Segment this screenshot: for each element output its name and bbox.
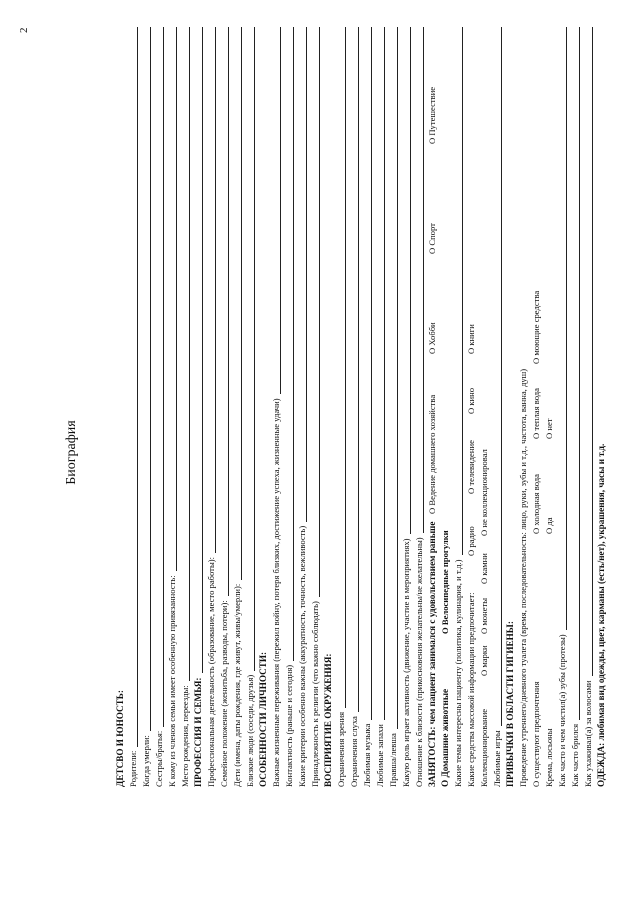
page-number: 2 — [18, 27, 30, 33]
form-row — [309, 27, 322, 787]
field-label: Как ухаживал(а) за волосами — [583, 676, 593, 787]
checkbox-option[interactable]: О не коллекционировал — [478, 446, 491, 539]
section-heading: О Домашние животные — [440, 685, 450, 787]
field-label: Какие темы интересны пациенту (политика, кулинария, и т.д.) — [453, 556, 463, 788]
checkbox-option[interactable]: О телевидение — [465, 437, 478, 497]
form-row — [218, 27, 231, 787]
form-row — [556, 27, 569, 787]
field-label: Любимые запахи — [375, 720, 385, 787]
field-label: Крема, лосьоны — [544, 724, 554, 787]
form-row — [296, 27, 309, 787]
checkbox-option[interactable]: О кино — [465, 385, 478, 417]
checkbox-option[interactable]: О камни — [478, 550, 491, 587]
checkbox-option[interactable]: О Хобби — [426, 319, 439, 357]
form-row — [179, 27, 192, 787]
section-heading: ОДЕЖДА: любимая вид одежды, цвет, карманы (есть/нет), украшения, часы и т.д. — [596, 440, 606, 787]
checkbox-option[interactable]: О моющие средства — [530, 288, 543, 367]
field-label: Место рождения, переезды: — [180, 681, 190, 787]
answer-line[interactable] — [189, 27, 190, 787]
answer-line[interactable] — [150, 27, 151, 787]
checkbox-option[interactable]: О теплая вода — [530, 385, 543, 442]
checkbox-option[interactable]: О Спорт — [426, 220, 439, 257]
field-label: Контактность (раньше и сегодня) — [284, 661, 294, 787]
field-label: Как часто и чем чистил(а) зубы (протезы) — [557, 630, 567, 787]
checkbox-option[interactable]: О книги — [465, 321, 478, 357]
field-label: Проведение утреннего/дневного туалета (время, последовательность: лицо, руки, зубы и т.д., частота, ванна, душ) — [518, 365, 528, 787]
answer-line[interactable] — [345, 27, 346, 787]
field-label: Важные жизненные переживания (пережил войну, потеря близких, достижение успеха, жизненные удачи) — [271, 394, 281, 787]
form-row — [205, 27, 218, 787]
form-row — [192, 27, 205, 787]
section-heading: ПРИВЫЧКИ В ОБЛАСТИ ГИГИЕНЫ: — [505, 617, 515, 787]
field-label: Близкие люди (соседи, друзья) — [245, 671, 255, 787]
answer-line[interactable] — [579, 27, 580, 787]
answer-line[interactable] — [137, 27, 138, 787]
answer-line[interactable] — [163, 27, 164, 787]
answer-line[interactable] — [371, 27, 372, 787]
form-row — [114, 27, 127, 787]
page-title: Биография — [64, 420, 79, 485]
field-label: Ограничения зрения — [336, 708, 346, 787]
section-heading: ДЕТСВО И ЮНОСТЬ: — [115, 686, 125, 787]
checkbox-option[interactable]: О нет — [543, 415, 556, 442]
field-label: Какие средства массовой информации предпочитает: — [466, 588, 476, 787]
field-label: Коллекционирование — [479, 705, 489, 787]
form-row — [504, 27, 517, 787]
section-heading: ВОСПРИЯТИЕ ОКРУЖЕНИЯ: — [323, 650, 333, 787]
checkbox-option[interactable]: О Велосипедные прогулки — [439, 527, 452, 637]
form-row — [478, 27, 491, 787]
form-row — [426, 27, 439, 787]
checkbox-option[interactable]: О Путешествие — [426, 84, 439, 147]
form-row — [231, 27, 244, 787]
checkbox-option[interactable]: О радио — [465, 523, 478, 559]
form-row — [517, 27, 530, 787]
form-row — [465, 27, 478, 787]
form-row — [140, 27, 153, 787]
field-label: Какую роль играет активность (движение, участие в мероприятиях) — [401, 534, 411, 787]
field-label: О существуют предпочтения — [531, 677, 541, 787]
form-row — [491, 27, 504, 787]
section-heading: ЗАНЯТОСТЬ: чем пациент занимался с удовольствием раньше — [427, 518, 437, 787]
field-label: Когда умерли: — [141, 731, 151, 787]
field-label: Родители: — [128, 747, 138, 787]
field-label: Семейное положение (женитьба, разводы, потери): — [219, 596, 229, 787]
form-row — [452, 27, 465, 787]
form-row — [569, 27, 582, 787]
form-row — [335, 27, 348, 787]
field-label: Принадлежность к религии (что важно соблюдать) — [310, 597, 320, 787]
section-heading: ОСОБЕННОСТИ ЛИЧНОСТИ: — [258, 648, 268, 787]
checkbox-option[interactable]: О холодная вода — [530, 471, 543, 537]
answer-line[interactable] — [397, 27, 398, 787]
field-label: Как часто брился — [570, 720, 580, 787]
field-label: Профессиональная деятельность (образование, место работы): — [206, 553, 216, 787]
checkbox-option[interactable]: О Ведение домашнего хозяйства — [426, 392, 439, 517]
form-row — [257, 27, 270, 787]
checkbox-option[interactable]: О монеты — [478, 595, 491, 637]
answer-line[interactable] — [501, 27, 502, 787]
field-label: Сестры/братья: — [154, 727, 164, 787]
field-label: Любимые игры — [492, 726, 502, 787]
form-row — [582, 27, 595, 787]
form-row — [153, 27, 166, 787]
field-label: Правша/левша — [388, 729, 398, 787]
form-row — [400, 27, 413, 787]
field-label: Какие критерии особенно важны (аккуратность, точность, вежливость) — [297, 522, 307, 787]
form-row — [244, 27, 257, 787]
form-row — [374, 27, 387, 787]
answer-line[interactable] — [358, 27, 359, 787]
checkbox-option[interactable]: О да — [543, 514, 556, 537]
answer-line[interactable] — [592, 27, 593, 787]
field-label: Любимая музыка — [362, 720, 372, 787]
field-label: Ограничения слуха — [349, 712, 359, 787]
biography-form — [114, 27, 608, 787]
form-row — [543, 27, 556, 787]
checkbox-option[interactable]: О марки — [478, 642, 491, 679]
field-label: Отношение к близости (прикосновения желательны/не желательны) — [414, 533, 424, 787]
field-label: К кому из членов семьи имеет особенную привязанность: — [167, 571, 177, 787]
form-row — [348, 27, 361, 787]
form-row — [361, 27, 374, 787]
section-heading: ПРОФЕССИЯ И СЕМЬЯ: — [193, 674, 203, 788]
form-row — [595, 27, 608, 787]
form-row — [413, 27, 426, 787]
form-row — [530, 27, 543, 787]
form-row — [270, 27, 283, 787]
form-row — [322, 27, 335, 787]
form-row — [387, 27, 400, 787]
answer-line[interactable] — [384, 27, 385, 787]
form-row — [439, 27, 452, 787]
form-row — [166, 27, 179, 787]
form-row — [127, 27, 140, 787]
field-label: Дети (имена, даты рождения, где живут, живы/умерли): — [232, 580, 242, 787]
form-row — [283, 27, 296, 787]
